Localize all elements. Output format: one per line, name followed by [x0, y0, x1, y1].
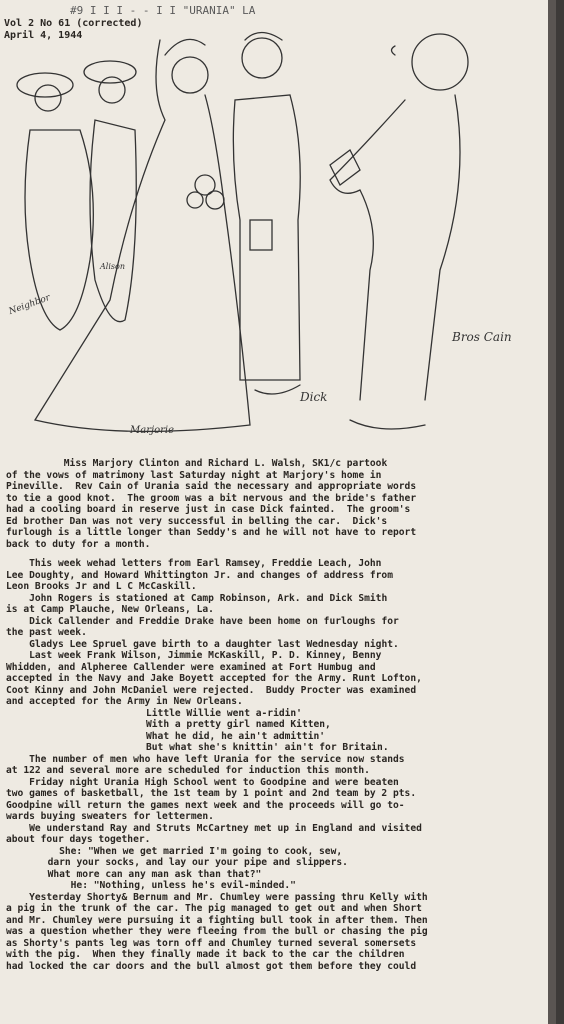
article-body — [6, 458, 552, 972]
poem: Little Willie went a-ridin' With a pretty girl named Kitten, What he did, he ain't admittin' But what she's knittin' ain't for Britain. — [146, 707, 389, 753]
label-bros-cain: Bros Cain — [452, 330, 512, 344]
paragraph: Gladys Lee Spruel gave birth to a daughter last Wednesday night. — [6, 638, 399, 650]
paragraph: Yesterday Shorty& Bernum and Mr. Chumley were passing thru Kelly with a pig in the trunk of the car. The pig managed to get out and when Short and Mr. Chumley were pursuing it a fighting bull took in after them. Then was a question whether they were fleeing from the bull or chasing the pig as Shorty's pants leg was torn off and Chumley turned several somersets with the pig. When they finally made it back to the car the children had locked the car doors and the bull almost got them before they could — [6, 891, 428, 972]
bride-figure — [35, 39, 250, 431]
paragraph: Dick Callender and Freddie Drake have been home on furloughs for the past week. — [6, 615, 399, 638]
paragraph: We understand Ray and Struts McCartney met up in England and visited about four days together. — [6, 822, 422, 845]
paragraph: Miss Marjory Clinton and Richard L. Walsh, SK1/c partook of the vows of matrimony last Saturday night at Marjory's home in Pineville. Rev Cain of Urania said the necessary and appropriate words to tie a good knot. The groom was a bit nervous and the bride's father had a cooling board in reserve just in case Dick fainted. The groom's Ed brother Dan was not very successful in belling the car. Dick's furlough is a little longer than Seddy's and he will not have to report back to duty for a month. — [6, 458, 417, 550]
paragraph: Last week Frank Wilson, Jimmie McKaskill, P. D. Kinney, Benny Whidden, and Alpheree Callender were examined at Fort Humbug and accepted in the Navy and Jake Boyett accepted for the Army. Runt Lofton, Coot Kinny and John McDaniel were rejected. Buddy Procter was examined and accepted for the Army in New Orleans. — [6, 650, 422, 707]
paragraph: This week wehad letters from Earl Ramsey, Freddie Leach, John Lee Doughty, and Howard Whittington Jr. and changes of address from Leon Brooks Jr and L C McCaskill. — [6, 558, 393, 592]
label-neighbor: Neighbor — [7, 292, 52, 318]
page-edge — [548, 0, 556, 1024]
issue-volume: Vol 2 No 61 (corrected) — [4, 18, 143, 29]
label-marjorie: Marjorie — [130, 425, 174, 436]
minister-figure — [330, 34, 468, 429]
quote: She: "When we get married I'm going to cook, sew, darn your socks, and lay our your pipe and slippers. What more can any man ask than that?" He: "Nothing, unless he's evil-minded." — [47, 845, 348, 891]
groom-figure — [233, 33, 300, 395]
pencil-marks: #9 I I I - - I I "URANIA" LA — [70, 4, 256, 17]
paragraph: John Rogers is stationed at Camp Robinson, Ark. and Dick Smith is at Camp Plauche, New Orleans, La. — [6, 592, 388, 615]
issue-date: April 4, 1944 — [4, 30, 83, 41]
bridesmaid-figure-1 — [17, 73, 93, 330]
paragraph: Friday night Urania High School went to Goodpine and were beaten two games of basketball, the 1st team by 1 point and 2nd team by 2 pts. Goodpine will return the games next week and the proceeds will go to- wards buying sweaters for lettermen. — [6, 776, 417, 822]
label-alison: Alison — [100, 262, 125, 271]
wedding-cartoon — [0, 0, 556, 450]
paragraph: The number of men who have left Urania for the service now stands at 122 and several more are scheduled for induction this month. — [6, 753, 405, 776]
label-dick: Dick — [300, 390, 328, 404]
